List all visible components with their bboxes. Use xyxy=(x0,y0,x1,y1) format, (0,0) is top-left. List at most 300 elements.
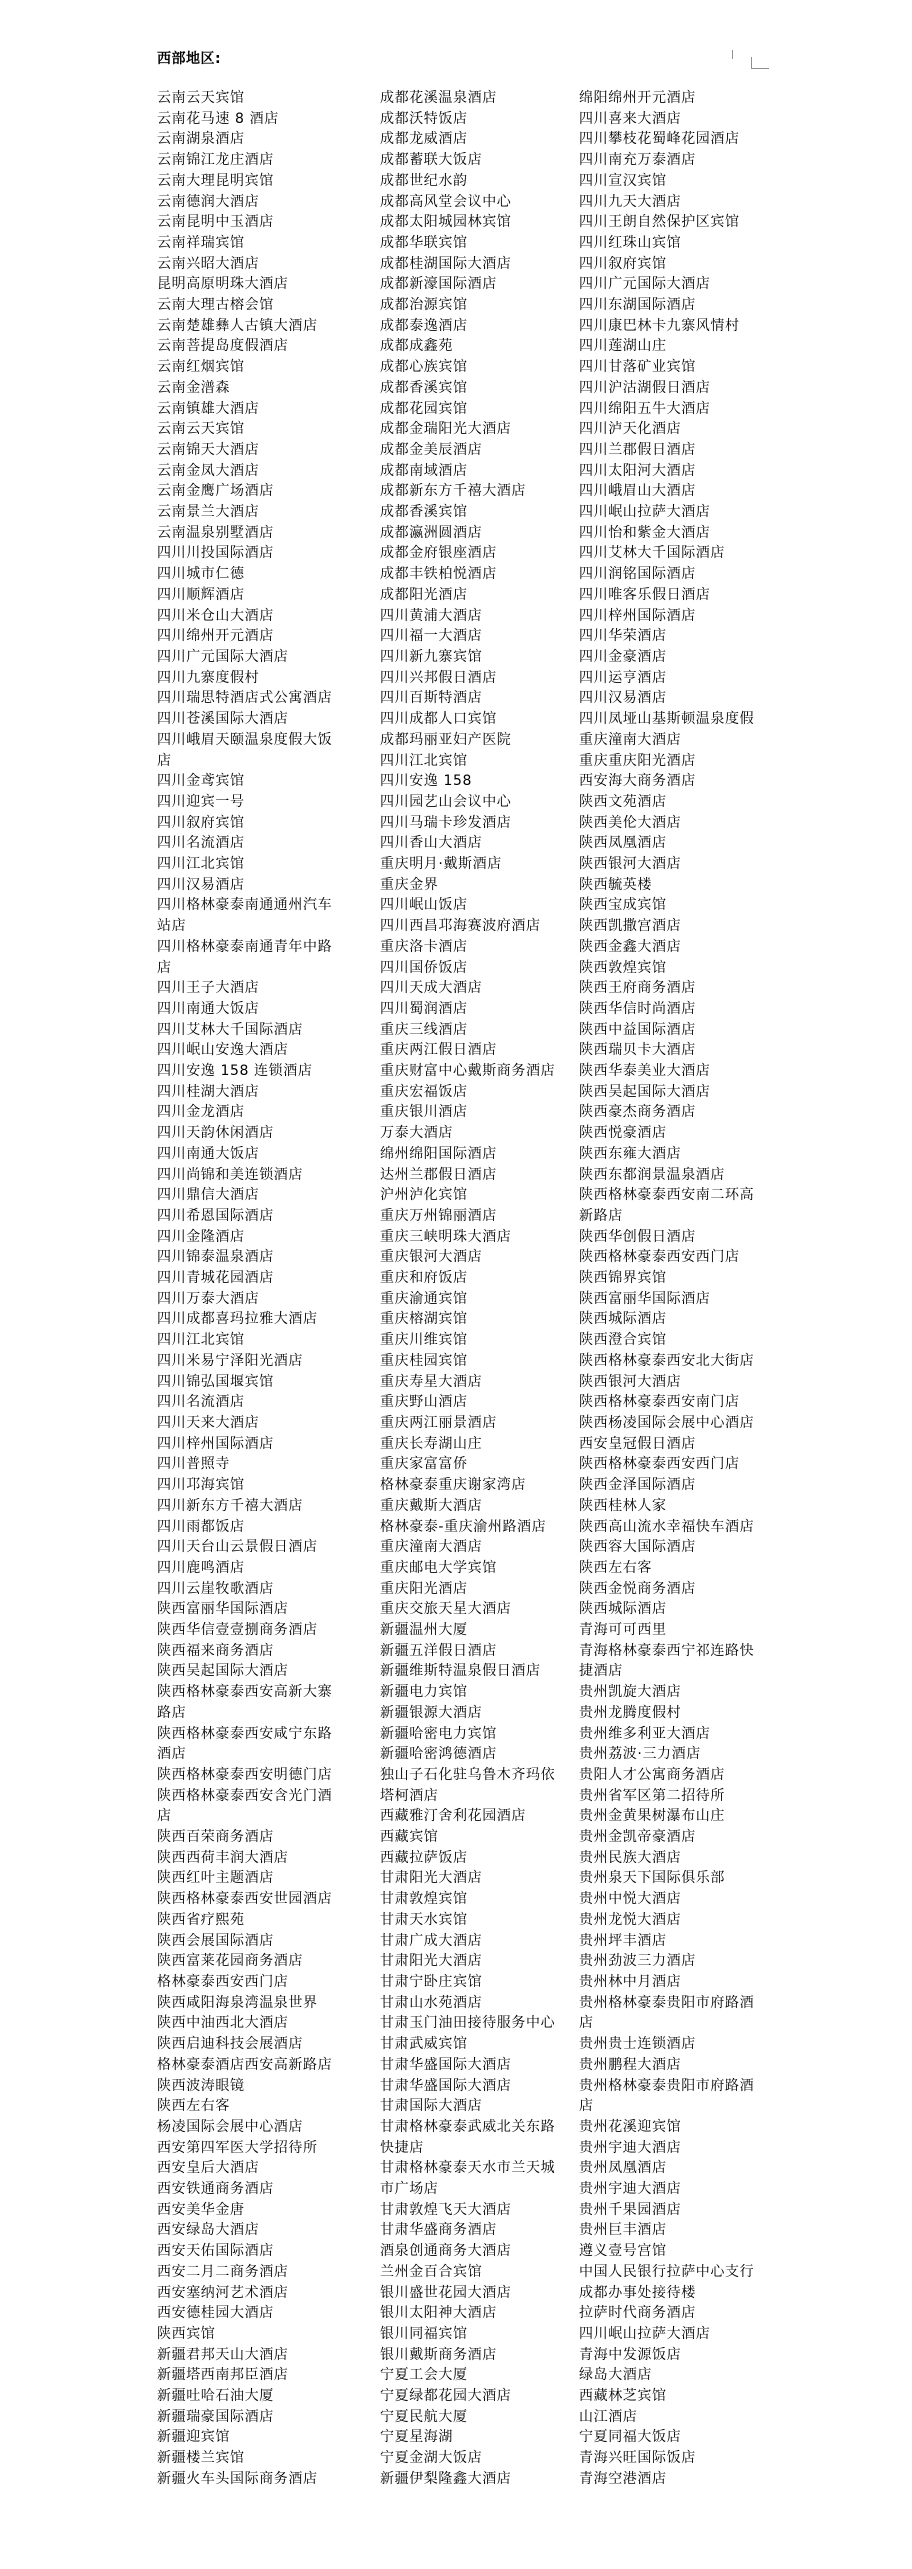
hotel-list-item: 重庆交旅天星大酒店 xyxy=(380,1601,512,1618)
hotel-list-item: 成都治源宾馆 xyxy=(380,297,468,314)
hotel-list-item: 成都泰逸酒店 xyxy=(380,317,468,334)
hotel-list-item: 四川米易宁泽阳光酒店 xyxy=(157,1352,303,1369)
hotel-list-item: 陕西桂林人家 xyxy=(579,1497,667,1514)
hotel-list-item: 西安铁通商务酒店 xyxy=(157,2181,274,2198)
hotel-list-item: 四川桂湖大酒店 xyxy=(157,1083,260,1100)
hotel-list-item: 陕西宾馆 xyxy=(157,2325,216,2342)
hotel-list-item: 四川润铭国际酒店 xyxy=(579,566,696,583)
hotel-list-item: 成都心族宾馆 xyxy=(380,359,468,376)
hotel-list-item: 新疆电力宾馆 xyxy=(380,1684,468,1701)
hotel-list-item: 重庆邮电大学宾馆 xyxy=(380,1559,497,1576)
hotel-list-item: 陕西杨凌国际会展中心酒店 xyxy=(579,1415,755,1431)
hotel-list-item: 甘肃宁卧庄宾馆 xyxy=(380,1973,483,1990)
hotel-list-item: 西安第四军医大学招待所 xyxy=(157,2139,318,2156)
hotel-list-item: 格林豪泰-重庆渝州路酒店 xyxy=(380,1518,547,1535)
hotel-list-item: 拉萨时代商务酒店 xyxy=(579,2305,696,2322)
hotel-list-item: 独山子石化驻乌鲁木齐玛依塔柯酒店 xyxy=(380,1766,556,1804)
hotel-list-item: 陕西福来商务酒店 xyxy=(157,1642,274,1659)
hotel-list-item: 陕西华信壹壹捌商务酒店 xyxy=(157,1622,318,1639)
hotel-list-item: 新疆迎宾馆 xyxy=(157,2429,230,2446)
hotel-list-item: 甘肃格林豪泰武威北关东路快捷店 xyxy=(380,2118,556,2156)
hotel-list-item: 四川兴邦假日酒店 xyxy=(380,669,497,686)
hotel-list-item: 四川普照寺 xyxy=(157,1456,230,1473)
hotel-list-item: 甘肃敦煌飞天大酒店 xyxy=(380,2201,512,2218)
hotel-list-item: 四川川投国际酒店 xyxy=(157,545,274,562)
hotel-list-item: 云南祥瑞宾馆 xyxy=(157,234,245,251)
hotel-list-item: 新疆火车头国际商务酒店 xyxy=(157,2470,318,2487)
hotel-list-item: 云南菩提岛度假酒店 xyxy=(157,338,289,355)
hotel-list-item: 甘肃天水宾馆 xyxy=(380,1911,468,1928)
hotel-list-item: 成都金府银座酒店 xyxy=(380,545,497,562)
hotel-list-item: 西安绿岛大酒店 xyxy=(157,2222,260,2239)
hotel-list-item: 贵州劲波三力酒店 xyxy=(579,1953,696,1970)
hotel-list-item: 甘肃玉门油田接待服务中心 xyxy=(380,2015,556,2032)
hotel-list-item: 重庆宏福饭店 xyxy=(380,1083,468,1100)
hotel-list-item: 四川怡和紫金大酒店 xyxy=(579,524,711,541)
hotel-list-item: 重庆两江假日酒店 xyxy=(380,1042,497,1059)
hotel-list-item: 四川天台山云景假日酒店 xyxy=(157,1539,318,1556)
hotel-list-item: 贵州荔波·三力酒店 xyxy=(579,1746,701,1763)
hotel-list-item: 四川岷山安逸大酒店 xyxy=(157,1042,289,1059)
hotel-list-item: 宁夏星海湖 xyxy=(380,2429,453,2446)
hotel-list-item: 四川锦弘国堰宾馆 xyxy=(157,1373,274,1390)
hotel-list-item: 沪州泸化宾馆 xyxy=(380,1187,468,1204)
hotel-list-item: 四川喜来大酒店 xyxy=(579,110,682,127)
hotel-list-item: 陕西中油西北大酒店 xyxy=(157,2015,289,2032)
hotel-list-item: 四川梓州国际酒店 xyxy=(579,607,696,624)
hotel-list-item: 宁夏工会大厦 xyxy=(380,2367,468,2384)
hotel-list-item: 云南锦天大酒店 xyxy=(157,441,260,458)
hotel-list-item: 成都沃特饭店 xyxy=(380,110,468,127)
hotel-list-item: 四川艾林大千国际酒店 xyxy=(157,1021,303,1038)
hotel-list-item: 四川邛海宾馆 xyxy=(157,1477,245,1494)
hotel-list-item: 宁夏金湖大饭店 xyxy=(380,2450,483,2467)
hotel-list-item: 陕西金悦商务酒店 xyxy=(579,1580,696,1597)
hotel-list-item: 重庆金界 xyxy=(380,876,439,893)
hotel-list-item: 四川江北宾馆 xyxy=(157,1332,245,1349)
hotel-list-item: 云南金鹰广场酒店 xyxy=(157,483,274,500)
hotel-list-item: 四川金鸢宾馆 xyxy=(157,773,245,790)
hotel-list-item: 陕西凯撒宫酒店 xyxy=(579,918,682,935)
hotel-list-item: 贵州宇迪大酒店 xyxy=(579,2181,682,2198)
hotel-list-item: 贵州金凯帝豪酒店 xyxy=(579,1829,696,1846)
hotel-list-item: 成都香溪宾馆 xyxy=(380,504,468,521)
hotel-list-item: 新疆温州大厦 xyxy=(380,1622,468,1639)
hotel-list-item: 西藏林芝宾馆 xyxy=(579,2388,667,2405)
hotel-list-item: 成都阳光酒店 xyxy=(380,586,468,603)
hotel-list-item: 四川江北宾馆 xyxy=(380,752,468,769)
hotel-list-item: 成都玛丽亚妇产医院 xyxy=(380,731,512,748)
hotel-list-item: 陕西富丽华国际酒店 xyxy=(157,1601,289,1618)
hotel-list-item: 甘肃敦煌宾馆 xyxy=(380,1891,468,1908)
hotel-list-item: 四川莲湖山庄 xyxy=(579,338,667,355)
hotel-list-item: 西安塞纳河艺术酒店 xyxy=(157,2284,289,2301)
hotel-list-item: 新疆楼兰宾馆 xyxy=(157,2450,245,2467)
hotel-list-item: 重庆野山酒店 xyxy=(380,1394,468,1411)
hotel-list-item: 新疆五洋假日酒店 xyxy=(380,1642,497,1659)
hotel-list-item: 成都金瑞阳光大酒店 xyxy=(380,421,512,438)
hotel-list-item: 成都花园宾馆 xyxy=(380,400,468,417)
hotel-list-item: 四川运亨酒店 xyxy=(579,669,667,686)
hotel-list-item: 重庆重庆阳光酒店 xyxy=(579,752,696,769)
hotel-list-item: 陕西格林豪泰西安高新大寨路店 xyxy=(157,1684,333,1721)
hotel-list-item: 陕西富丽华国际酒店 xyxy=(579,1290,711,1307)
hotel-list-item: 贵州鹏程大酒店 xyxy=(579,2056,682,2073)
hotel-list-item: 贵州宇迪大酒店 xyxy=(579,2139,682,2156)
hotel-list-item: 四川成都喜玛拉雅大酒店 xyxy=(157,1311,318,1328)
hotel-list-item: 陕西左右客 xyxy=(157,2098,230,2115)
hotel-list-item: 成都太阳城园林宾馆 xyxy=(380,214,512,231)
hotel-list-item: 陕西左右客 xyxy=(579,1559,652,1576)
hotel-list-item: 四川新东方千禧大酒店 xyxy=(157,1497,303,1514)
hotel-list-item: 四川太阳河大酒店 xyxy=(579,462,696,479)
hotel-list-item: 陕西格林豪泰西安咸宁东路酒店 xyxy=(157,1725,333,1763)
hotel-list-item: 云南兴昭大酒店 xyxy=(157,255,260,272)
hotel-list-item: 兰州金百合宾馆 xyxy=(380,2263,483,2280)
hotel-list-item: 贵州维多利亚大酒店 xyxy=(579,1725,711,1742)
hotel-list-item: 陕西悦豪酒店 xyxy=(579,1125,667,1142)
hotel-list-item: 成都新濠国际酒店 xyxy=(380,276,497,293)
hotel-list-item: 成都新东方千禧大酒店 xyxy=(380,483,526,500)
hotel-list-item: 四川金豪酒店 xyxy=(579,648,667,665)
hotel-list-item: 西安天佑国际酒店 xyxy=(157,2243,274,2260)
hotel-list-item: 新疆哈密鸿德酒店 xyxy=(380,1746,497,1763)
hotel-list-item: 贵州省军区第二招待所 xyxy=(579,1787,725,1804)
hotel-list-item: 绵阳绵州开元酒店 xyxy=(579,90,696,106)
hotel-list-item: 陕西格林豪泰西安明德门店 xyxy=(157,1766,333,1783)
hotel-list-item: 成都花溪温泉酒店 xyxy=(380,90,497,106)
hotel-list-item: 四川米仓山大酒店 xyxy=(157,607,274,624)
hotel-list-item: 四川安逸 158 xyxy=(380,773,472,790)
hotel-list-item: 四川锦泰温泉酒店 xyxy=(157,1249,274,1266)
hotel-list-column-2 xyxy=(380,88,557,2490)
hotel-list-item: 四川蜀润酒店 xyxy=(380,1000,468,1017)
hotel-list-item: 重庆和府饭店 xyxy=(380,1270,468,1287)
hotel-list-item: 银川同福宾馆 xyxy=(380,2325,468,2342)
hotel-list-item: 四川顺辉酒店 xyxy=(157,586,245,603)
hotel-list-item: 格林豪泰西安西门店 xyxy=(157,1973,289,1990)
hotel-list-item: 重庆潼南大酒店 xyxy=(380,1539,483,1556)
hotel-list-item: 四川福一大酒店 xyxy=(380,628,483,645)
hotel-list-item: 成都龙威酒店 xyxy=(380,131,468,148)
hotel-list-item: 重庆寿星大酒店 xyxy=(380,1373,483,1390)
hotel-list-item: 甘肃格林豪泰天水市兰天城市广场店 xyxy=(380,2160,556,2198)
hotel-list-item: 陕西格林豪泰西安北大街店 xyxy=(579,1352,755,1369)
hotel-list-item: 四川万泰大酒店 xyxy=(157,1290,260,1307)
hotel-list-item: 西安皇后大酒店 xyxy=(157,2160,260,2177)
hotel-list-column-3 xyxy=(579,88,756,2490)
hotel-list-item: 贵州巨丰酒店 xyxy=(579,2222,667,2239)
hotel-list-item: 陕西启迪科技会展酒店 xyxy=(157,2036,303,2053)
hotel-list-item: 四川兰郡假日酒店 xyxy=(579,441,696,458)
hotel-list-item: 四川岷山饭店 xyxy=(380,897,468,914)
hotel-list-item: 四川南通大饭店 xyxy=(157,1000,260,1017)
hotel-list-item: 宁夏同福大饭店 xyxy=(579,2429,682,2446)
hotel-list-item: 甘肃阳光大酒店 xyxy=(380,1870,483,1887)
hotel-list-item: 四川苍溪国际大酒店 xyxy=(157,711,289,728)
hotel-list-item: 四川峨眉天颐温泉度假大饭店 xyxy=(157,731,333,769)
hotel-list-item: 云南德润大酒店 xyxy=(157,193,260,210)
hotel-list-item: 陕西敦煌宾馆 xyxy=(579,959,667,976)
hotel-list-item: 四川国侨饭店 xyxy=(380,959,468,976)
hotel-list-item: 格林豪泰酒店西安高新路店 xyxy=(157,2056,333,2073)
hotel-list-item: 西藏拉萨饭店 xyxy=(380,1849,468,1866)
hotel-list-item: 四川汉易酒店 xyxy=(157,876,245,893)
hotel-list-item: 贵州格林豪泰贵阳市府路酒店 xyxy=(579,1994,755,2032)
hotel-list-item: 重庆洛卡酒店 xyxy=(380,938,468,955)
hotel-list-item: 云南云天宾馆 xyxy=(157,90,245,106)
hotel-list-item: 四川天韵休闲酒店 xyxy=(157,1125,274,1142)
hotel-list-item: 贵州花溪迎宾馆 xyxy=(579,2118,682,2135)
hotel-list-item: 四川天来大酒店 xyxy=(157,1415,260,1431)
hotel-list-item: 四川绵阳五牛大酒店 xyxy=(579,400,711,417)
hotel-list-item: 陕西银河大酒店 xyxy=(579,856,682,873)
hotel-list-item: 成都南域酒店 xyxy=(380,462,468,479)
hotel-list-item: 中国人民银行拉萨中心支行 xyxy=(579,2263,755,2280)
hotel-list-item: 陕西容大国际酒店 xyxy=(579,1539,696,1556)
section-title: 西部地区: xyxy=(157,51,222,67)
hotel-list-item: 贵州林中月酒店 xyxy=(579,1973,682,1990)
hotel-list-item: 陕西东都润景温泉酒店 xyxy=(579,1166,725,1183)
hotel-list-item: 重庆长寿湖山庄 xyxy=(380,1435,483,1452)
hotel-list-item: 四川青城花园酒店 xyxy=(157,1270,274,1287)
hotel-list-item: 陕西锦界宾馆 xyxy=(579,1270,667,1287)
hotel-list-item: 甘肃山水苑酒店 xyxy=(380,1994,483,2011)
hotel-list-item: 云南景兰大酒店 xyxy=(157,504,260,521)
hotel-list-item: 陕西华创假日酒店 xyxy=(579,1228,696,1245)
hotel-list-item: 西安海大商务酒店 xyxy=(579,773,696,790)
hotel-list-item: 成都成鑫苑 xyxy=(380,338,453,355)
hotel-list-item: 成都世纪水韵 xyxy=(380,172,468,189)
hotel-list-item: 云南湖泉酒店 xyxy=(157,131,245,148)
hotel-list-item: 重庆戴斯大酒店 xyxy=(380,1497,483,1514)
hotel-list-item: 青海可可西里 xyxy=(579,1622,667,1639)
hotel-list-item: 陕西高山流水幸福快车酒店 xyxy=(579,1518,755,1535)
hotel-list-item: 四川王朗自然保护区宾馆 xyxy=(579,214,740,231)
hotel-list-item: 云南大理古榕会馆 xyxy=(157,297,274,314)
hotel-list-item: 重庆三线酒店 xyxy=(380,1021,468,1038)
hotel-list-item: 云南金潽森 xyxy=(157,379,230,396)
hotel-list-item: 陕西波涛眼镜 xyxy=(157,2077,245,2094)
hotel-list-item: 四川名流酒店 xyxy=(157,1394,245,1411)
hotel-list-item: 青海格林豪泰西宁祁连路快捷酒店 xyxy=(579,1642,755,1680)
hotel-list-item: 云南花马速 8 酒店 xyxy=(157,110,279,127)
hotel-list-item: 重庆万州锦丽酒店 xyxy=(380,1207,497,1224)
hotel-list-item: 甘肃武威宾馆 xyxy=(380,2036,468,2053)
hotel-list-item: 陕西豪杰商务酒店 xyxy=(579,1104,696,1121)
hotel-list-item: 重庆阳光酒店 xyxy=(380,1580,468,1597)
hotel-list-item: 陕西格林豪泰西安含光门酒店 xyxy=(157,1787,333,1825)
hotel-list-item: 四川云崖牧歌酒店 xyxy=(157,1580,274,1597)
hotel-list-item: 四川尚锦和美连锁酒店 xyxy=(157,1166,303,1183)
hotel-list-item: 青海空港酒店 xyxy=(579,2470,667,2487)
hotel-list-item: 成都蓄联大饭店 xyxy=(380,152,483,169)
hotel-list-item: 陕西文苑酒店 xyxy=(579,793,667,810)
hotel-list-item: 云南镇雄大酒店 xyxy=(157,400,260,417)
hotel-list-item: 陕西吴起国际大酒店 xyxy=(579,1083,711,1100)
hotel-list-item: 酒泉创通商务大酒店 xyxy=(380,2243,512,2260)
hotel-list-item: 陕西毓英楼 xyxy=(579,876,652,893)
hotel-list-item: 四川攀枝花蜀峰花园酒店 xyxy=(579,131,740,148)
hotel-list-item: 四川新九寨宾馆 xyxy=(380,648,483,665)
hotel-list-item: 西安二月二商务酒店 xyxy=(157,2263,289,2280)
hotel-list-item: 四川叙府宾馆 xyxy=(579,255,667,272)
hotel-list-item: 重庆银河大酒店 xyxy=(380,1249,483,1266)
hotel-list-item: 陕西省疗熙苑 xyxy=(157,1911,245,1928)
hotel-list-item: 四川马瑞卡珍发酒店 xyxy=(380,814,512,831)
hotel-list-item: 甘肃华盛商务酒店 xyxy=(380,2222,497,2239)
hotel-list-item: 重庆川维宾馆 xyxy=(380,1332,468,1349)
hotel-list-item: 陕西美伦大酒店 xyxy=(579,814,682,831)
hotel-list-item: 四川九寨度假村 xyxy=(157,669,260,686)
hotel-list-item: 四川宣汉宾馆 xyxy=(579,172,667,189)
hotel-list-item: 四川康巴林卡九寨风情村 xyxy=(579,317,740,334)
hotel-list-item: 青海兴旺国际饭店 xyxy=(579,2450,696,2467)
hotel-list-item: 贵州坪丰酒店 xyxy=(579,1932,667,1949)
hotel-list-column-1 xyxy=(157,88,334,2490)
hotel-list-item: 四川黄浦大酒店 xyxy=(380,607,483,624)
hotel-list-item: 成都桂湖国际大酒店 xyxy=(380,255,512,272)
hotel-list-item: 贵州凤凰酒店 xyxy=(579,2160,667,2177)
hotel-list-item: 成都瀛洲圆酒店 xyxy=(380,524,483,541)
hotel-list-item: 四川格林豪泰南通通州汽车站店 xyxy=(157,897,333,935)
hotel-list-item: 重庆三峡明珠大酒店 xyxy=(380,1228,512,1245)
hotel-list-item: 四川鼎信大酒店 xyxy=(157,1187,260,1204)
hotel-list-item: 四川华荣酒店 xyxy=(579,628,667,645)
hotel-list-item: 陕西格林豪泰西安世园酒店 xyxy=(157,1891,333,1908)
hotel-list-item: 四川泸天化酒店 xyxy=(579,421,682,438)
hotel-list-item: 四川百斯特酒店 xyxy=(380,690,483,707)
hotel-list-item: 陕西银河大酒店 xyxy=(579,1373,682,1390)
hotel-list-item: 重庆财富中心戴斯商务酒店 xyxy=(380,1063,556,1080)
hotel-list-item: 四川梓州国际酒店 xyxy=(157,1435,274,1452)
hotel-list-item: 陕西格林豪泰西安南门店 xyxy=(579,1394,740,1411)
hotel-list-item: 四川安逸 158 连锁酒店 xyxy=(157,1063,313,1080)
hotel-list-item: 西安美华金唐 xyxy=(157,2201,245,2218)
hotel-list-item: 银川盛世花园大酒店 xyxy=(380,2284,512,2301)
hotel-list-item: 四川王子大酒店 xyxy=(157,980,260,997)
hotel-list-item: 陕西金鑫大酒店 xyxy=(579,938,682,955)
hotel-list-item: 云南昆明中玉酒店 xyxy=(157,214,274,231)
hotel-list-item: 四川广元国际大酒店 xyxy=(579,276,711,293)
hotel-list-item: 贵州民族大酒店 xyxy=(579,1849,682,1866)
hotel-list-item: 贵州格林豪泰贵阳市府路酒店 xyxy=(579,2077,755,2115)
hotel-list-item: 四川汉易酒店 xyxy=(579,690,667,707)
hotel-list-item: 甘肃华盛国际大酒店 xyxy=(380,2077,512,2094)
hotel-list-item: 贵州龙腾度假村 xyxy=(579,1704,682,1721)
hotel-list-item: 宁夏民航大厦 xyxy=(380,2408,468,2425)
hotel-list-item: 云南云天宾馆 xyxy=(157,421,245,438)
hotel-list-item: 新疆哈密电力宾馆 xyxy=(380,1725,497,1742)
hotel-list-item: 贵州龙悦大酒店 xyxy=(579,1911,682,1928)
hotel-list-item: 银川太阳神大酒店 xyxy=(380,2305,497,2322)
hotel-list-item: 四川唯客乐假日酒店 xyxy=(579,586,711,603)
hotel-list-item: 贵州金黄果树瀑布山庄 xyxy=(579,1808,725,1825)
hotel-list-item: 成都办事处接待楼 xyxy=(579,2284,696,2301)
hotel-list-item: 四川香山大酒店 xyxy=(380,835,483,852)
hotel-list-item: 云南温泉别墅酒店 xyxy=(157,524,274,541)
hotel-list-item: 银川戴斯商务酒店 xyxy=(380,2346,497,2363)
hotel-list-item: 四川城市仁德 xyxy=(157,566,245,583)
hotel-list-item: 四川岷山拉萨大酒店 xyxy=(579,2325,711,2342)
hotel-list-item: 四川凤垭山基斯顿温泉度假 xyxy=(579,711,755,728)
hotel-list-item: 四川雨都饭店 xyxy=(157,1518,245,1535)
hotel-list-item: 四川广元国际大酒店 xyxy=(157,648,289,665)
hotel-list-item: 四川西昌邛海赛波府酒店 xyxy=(380,918,541,935)
hotel-list-item: 陕西城际酒店 xyxy=(579,1311,667,1328)
hotel-list-item: 杨凌国际会展中心酒店 xyxy=(157,2118,303,2135)
hotel-list-item: 陕西澄合宾馆 xyxy=(579,1332,667,1349)
hotel-list-item: 万泰大酒店 xyxy=(380,1125,453,1142)
hotel-list-item: 陕西凤凰酒店 xyxy=(579,835,667,852)
hotel-list-item: 新疆伊梨隆鑫大酒店 xyxy=(380,2470,512,2487)
hotel-list-item: 重庆桂园宾馆 xyxy=(380,1352,468,1369)
hotel-list-item: 陕西瑞贝卡大酒店 xyxy=(579,1042,696,1059)
hotel-list-item: 四川南充万泰酒店 xyxy=(579,152,696,169)
hotel-list-item: 重庆家富富侨 xyxy=(380,1456,468,1473)
hotel-list-item: 陕西东雍大酒店 xyxy=(579,1145,682,1162)
hotel-list-item: 山江酒店 xyxy=(579,2408,638,2425)
hotel-list-item: 成都丰铁柏悦酒店 xyxy=(380,566,497,583)
hotel-list-item: 四川岷山拉萨大酒店 xyxy=(579,504,711,521)
hotel-list-item: 云南大理昆明宾馆 xyxy=(157,172,274,189)
hotel-list-item: 四川金龙酒店 xyxy=(157,1104,245,1121)
hotel-list-item: 陕西格林豪泰西安南二环高新路店 xyxy=(579,1187,755,1224)
hotel-list-item: 新疆君邦天山大酒店 xyxy=(157,2346,289,2363)
hotel-list-item: 青海中发源饭店 xyxy=(579,2346,682,2363)
hotel-list-item: 四川东湖国际酒店 xyxy=(579,297,696,314)
hotel-list-item: 西藏宾馆 xyxy=(380,1829,439,1846)
hotel-list-item: 四川成都人口宾馆 xyxy=(380,711,497,728)
hotel-list-item: 贵州贵士连锁酒店 xyxy=(579,2036,696,2053)
hotel-list-item: 陕西华泰美业大酒店 xyxy=(579,1063,711,1080)
hotel-list-item: 四川红珠山宾馆 xyxy=(579,234,682,251)
hotel-list-item: 四川艾林大千国际酒店 xyxy=(579,545,725,562)
hotel-list-item: 陕西中益国际酒店 xyxy=(579,1021,696,1038)
hotel-list-item: 绵州绵阳国际酒店 xyxy=(380,1145,497,1162)
hotel-list-item: 陕西吴起国际大酒店 xyxy=(157,1663,289,1680)
hotel-list-item: 四川天成大酒店 xyxy=(380,980,483,997)
hotel-list-item: 四川南通大饭店 xyxy=(157,1145,260,1162)
hotel-list-item: 新疆维斯特温泉假日酒店 xyxy=(380,1663,541,1680)
hotel-list-item: 陕西华信时尚酒店 xyxy=(579,1000,696,1017)
hotel-list-item: 四川峨眉山大酒店 xyxy=(579,483,696,500)
hotel-list-item: 四川迎宾一号 xyxy=(157,793,245,810)
hotel-list-item: 遵义壹号宫馆 xyxy=(579,2243,667,2260)
hotel-list-item: 新疆吐哈石油大厦 xyxy=(157,2388,274,2405)
hotel-list-item: 甘肃广成大酒店 xyxy=(380,1932,483,1949)
hotel-list-item: 甘肃国际大酒店 xyxy=(380,2098,483,2115)
hotel-list-item: 四川名流酒店 xyxy=(157,835,245,852)
hotel-list-item: 贵阳人才公寓商务酒店 xyxy=(579,1766,725,1783)
hotel-list-item: 绿岛大酒店 xyxy=(579,2367,652,2384)
corner-bracket-icon xyxy=(751,57,769,69)
hotel-list-item: 四川叙府宾馆 xyxy=(157,814,245,831)
hotel-list-item: 达州兰郡假日酒店 xyxy=(380,1166,497,1183)
hotel-list-item: 格林豪泰重庆谢家湾店 xyxy=(380,1477,526,1494)
hotel-list-item: 重庆渝通宾馆 xyxy=(380,1290,468,1307)
hotel-list-item: 成都高风堂会议中心 xyxy=(380,193,512,210)
hotel-list-item: 陕西富莱花园商务酒店 xyxy=(157,1953,303,1970)
hotel-list-item: 贵州千果园酒店 xyxy=(579,2201,682,2218)
hotel-list-item: 重庆潼南大酒店 xyxy=(579,731,682,748)
hotel-list-item: 陕西金泽国际酒店 xyxy=(579,1477,696,1494)
hotel-list-item: 四川园艺山会议中心 xyxy=(380,793,512,810)
hotel-list-item: 甘肃阳光大酒店 xyxy=(380,1953,483,1970)
hotel-list-item: 陕西格林豪泰西安西门店 xyxy=(579,1249,740,1266)
hotel-list-item: 重庆两江丽景酒店 xyxy=(380,1415,497,1431)
hotel-list-item: 陕西咸阳海泉湾温泉世界 xyxy=(157,1994,318,2011)
